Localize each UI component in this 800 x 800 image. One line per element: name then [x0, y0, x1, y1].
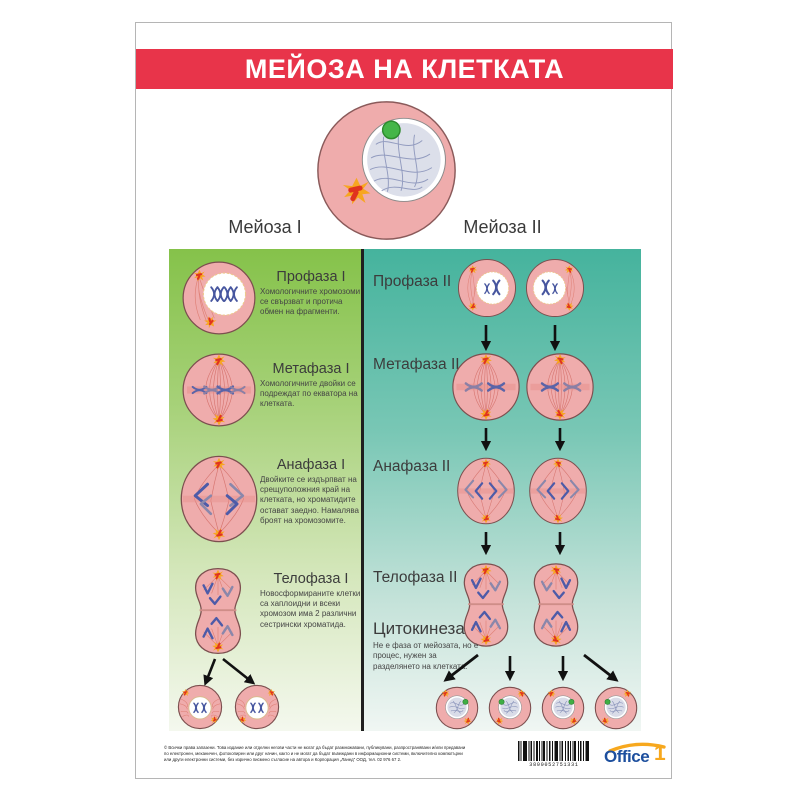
arrow-metaphase2-right — [554, 427, 566, 453]
anaphase2-name: Анафаза II — [373, 458, 451, 475]
cytokinesis-name: Цитокинеза — [373, 619, 465, 638]
prophase2-cell-2 — [524, 257, 586, 319]
telophase1-cell — [186, 563, 250, 659]
final-cell-4 — [593, 685, 639, 731]
arrow-prophase2-left — [480, 323, 492, 353]
final-cell-3 — [540, 685, 586, 731]
poster-title: МЕЙОЗА НА КЛЕТКАТА — [244, 53, 565, 84]
arrow-telophase2-diagonal-right — [576, 653, 628, 685]
title-banner — [136, 49, 673, 89]
arrow-anaphase2-right — [554, 531, 566, 557]
telophase2-cell-2 — [525, 557, 587, 653]
final-cell-1 — [434, 685, 480, 731]
prophase1-text — [260, 269, 362, 318]
metaphase2-name: Метафаза II — [373, 356, 460, 373]
office1-numeral: 1 — [654, 742, 666, 765]
meiosis2-heading: Мейоза II — [463, 217, 542, 237]
poster-sheet — [135, 22, 672, 779]
telophase1-desc: Новосформираните клетки са хаплоидни и всеки хромозом има 2 различни сестрински хроматида. — [260, 589, 361, 629]
telophase1-text — [260, 571, 362, 630]
arrow-anaphase2-left — [480, 531, 492, 557]
barcode-number: 3800052751331 — [529, 762, 579, 768]
metaphase1-text — [260, 361, 362, 410]
office1-wordmark: Office — [604, 747, 650, 766]
prophase1-cell — [180, 259, 258, 337]
metaphase1-name: Метафаза I — [272, 361, 350, 377]
anaphase1-text — [260, 457, 362, 526]
meiosis1-heading: Мейоза I — [228, 217, 302, 237]
anaphase1-name: Анафаза I — [276, 457, 346, 473]
office1-logo — [604, 739, 672, 771]
anaphase1-cell — [178, 453, 260, 545]
meiosis1-daughter-cell-1 — [176, 683, 224, 731]
barcode — [516, 741, 592, 768]
arrow-telophase2-vertical-1 — [504, 655, 516, 683]
cytokinesis-desc: Не е фаза от мейозата, но е процес, нужен за разделянето на клетката. — [373, 641, 479, 671]
prophase1-desc: Хомологичните хромозоми се свързват и протича обмен на фрагменти. — [260, 287, 361, 317]
metaphase1-cell — [180, 351, 258, 429]
arrow-telophase2-vertical-2 — [557, 655, 569, 683]
final-cell-2 — [487, 685, 533, 731]
arrow-metaphase2-left — [480, 427, 492, 453]
telophase1-name: Телофаза I — [273, 571, 349, 587]
anaphase1-desc: Двойките се издърпват на срещуположния край на клетката, но хроматидите остават заедно. Намалява броят на хромозомите. — [260, 475, 359, 525]
telophase2-name: Телофаза II — [373, 569, 458, 586]
metaphase1-desc: Хомологичните двойки се подреждат по екватора на клетката. — [260, 379, 358, 409]
meiosis1-daughter-cell-2 — [233, 683, 281, 731]
prophase1-name: Профаза I — [276, 269, 346, 285]
barcode-bars-icon — [518, 741, 590, 761]
copyright-text: © Всички права запазени. Това издание или отделни негови части не могат да бъдат размножавани, публикувани, разпространявани и/или предавани по електронен, механичен, фотокопирен или друг начин, както и не могат да бъдат въвеждани в информационни системи, включително компютърни или други електронни системи, без изрично писмено съгласие на автора и Корпорация „Ланед“ ООД, тел. 02 976 67 2. — [164, 745, 466, 763]
metaphase2-cell-1 — [450, 351, 522, 423]
anaphase2-cell-1 — [453, 455, 519, 527]
anaphase2-cell-2 — [525, 455, 591, 527]
arrow-telophase2-diagonal-left — [434, 653, 486, 685]
prophase2-name: Профаза II — [373, 273, 452, 290]
metaphase2-cell-2 — [524, 351, 596, 423]
arrow-prophase2-right — [549, 323, 561, 353]
prophase2-cell-1 — [456, 257, 518, 319]
